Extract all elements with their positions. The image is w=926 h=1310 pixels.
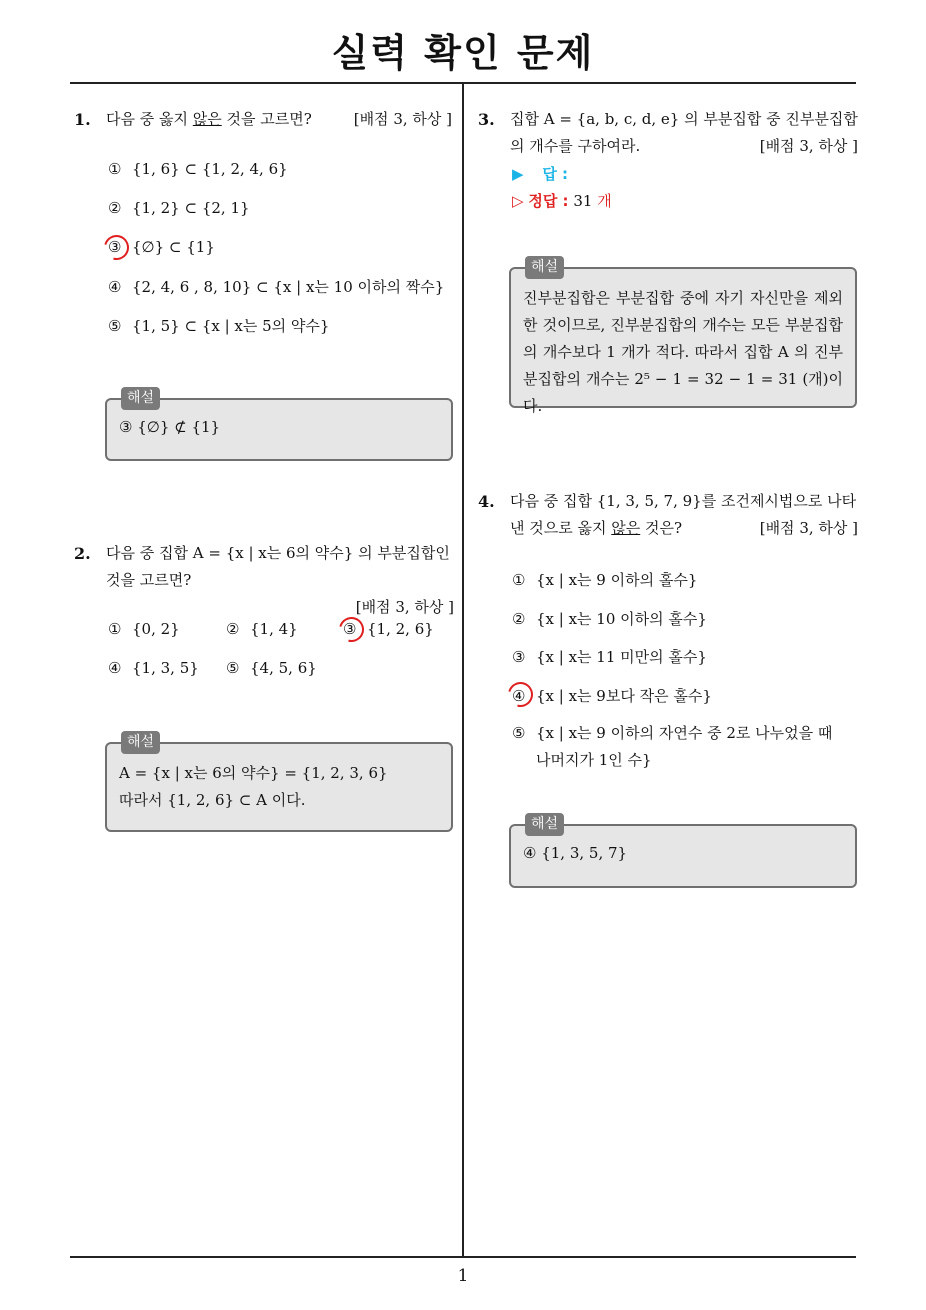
score-label: [배점 3, 하상 ]	[759, 519, 858, 537]
footer-rule	[70, 1256, 856, 1258]
question-3	[478, 106, 858, 160]
question-text: 집합 A = {a, b, c, d, e} 의 부분집합 중 진부분집합의 개수를 구하여라.	[510, 110, 858, 155]
question-4	[478, 488, 858, 542]
question-number: 2.	[74, 544, 91, 563]
correct-arrow-icon: ▷	[512, 192, 524, 210]
page-title: 실력 확인 문제	[331, 31, 595, 75]
option-5[interactable]: ⑤ {4, 5, 6}	[226, 659, 317, 677]
explanation-text: ③ {∅} ⊄ {1}	[119, 418, 221, 436]
question-number: 3.	[478, 110, 495, 129]
option-3[interactable]: ③ {∅} ⊂ {1}	[108, 238, 215, 256]
question-number: 1.	[74, 110, 91, 129]
explanation-box-4	[509, 816, 857, 888]
question-text: 다음 중 집합 {1, 3, 5, 7, 9}를 조건제시법으로 나타낸 것으로 옳지 않은 것은? [배점 3, 하상 ]	[510, 488, 858, 542]
explanation-tag: 해설	[525, 256, 564, 279]
explanation-text-line-1: A = {x | x는 6의 약수} = {1, 2, 3, 6}	[119, 764, 388, 782]
explanation-tag: 해설	[525, 813, 564, 836]
explanation-tag: 해설	[121, 731, 160, 754]
explanation-text: ④ {1, 3, 5, 7}	[523, 844, 628, 862]
answer-circle-mark	[503, 677, 537, 711]
explanation-box-1	[105, 390, 453, 461]
option-2[interactable]: ② {1, 2} ⊂ {2, 1}	[108, 199, 250, 217]
option-4[interactable]: ④ {1, 3, 5}	[108, 659, 199, 677]
answer-circle-mark	[99, 230, 133, 264]
answer-label: 답 :	[542, 165, 569, 183]
question-2	[74, 540, 454, 621]
question-text: 다음 중 옳지 않은 것을 고르면? [배점 3, 하상 ]	[106, 106, 452, 133]
answer-line	[512, 163, 568, 184]
explanation-text: 진부분집합은 부분집합 중에 자기 자신만을 제외한 것이므로, 진부분집합의 개수는 모든 부분집합의 개수보다 1 개가 적다. 따라서 집합 A 의 진부분집합의 개수는 2⁵ − 1 = 32 − 1 = 31 (개)이다.	[523, 289, 843, 415]
option-4[interactable]: ④ {x | x는 9보다 작은 홀수}	[512, 687, 712, 705]
question-text: 다음 중 집합 A = {x | x는 6의 약수} 의 부분집합인 것을 고르면?	[106, 544, 450, 589]
column-divider	[462, 83, 464, 1256]
explanation-box-3	[509, 259, 857, 415]
question-number: 4.	[478, 492, 495, 511]
option-3[interactable]: ③ {1, 2, 6}	[343, 620, 434, 638]
explanation-box-2	[105, 734, 453, 832]
score-label: [배점 3, 하상 ]	[353, 110, 452, 128]
option-3[interactable]: ③ {x | x는 11 미만의 홀수}	[512, 648, 707, 666]
correct-value: 31	[573, 192, 593, 210]
option-1[interactable]: ① {1, 6} ⊂ {1, 2, 4, 6}	[108, 160, 288, 178]
option-4[interactable]: ④ {2, 4, 6 , 8, 10} ⊂ {x | x는 10 이하의 짝수}	[108, 278, 445, 296]
explanation-tag: 해설	[121, 387, 160, 410]
option-1[interactable]: ① {0, 2}	[108, 620, 180, 638]
option-5[interactable]: ⑤ {1, 5} ⊂ {x | x는 5의 약수}	[108, 317, 330, 335]
option-5[interactable]: ⑤ {x | x는 9 이하의 자연수 중 2로 나누었을 때 나머지가 1인 수}	[512, 724, 833, 769]
score-label: [배점 3, 하상 ]	[759, 137, 858, 155]
option-2[interactable]: ② {x | x는 10 이하의 홀수}	[512, 610, 707, 628]
correct-unit: 개	[597, 192, 612, 210]
score-label: [배점 3, 하상 ]	[355, 598, 454, 616]
option-1[interactable]: ① {x | x는 9 이하의 홀수}	[512, 571, 698, 589]
option-2[interactable]: ② {1, 4}	[226, 620, 298, 638]
correct-label: 정답 :	[528, 192, 569, 210]
answer-arrow-icon: ▶	[512, 165, 524, 183]
question-1	[74, 106, 452, 133]
correct-answer-line	[512, 190, 612, 211]
page-number: 1	[457, 1266, 469, 1286]
explanation-text-line-2: 따라서 {1, 2, 6} ⊂ A 이다.	[119, 791, 306, 809]
